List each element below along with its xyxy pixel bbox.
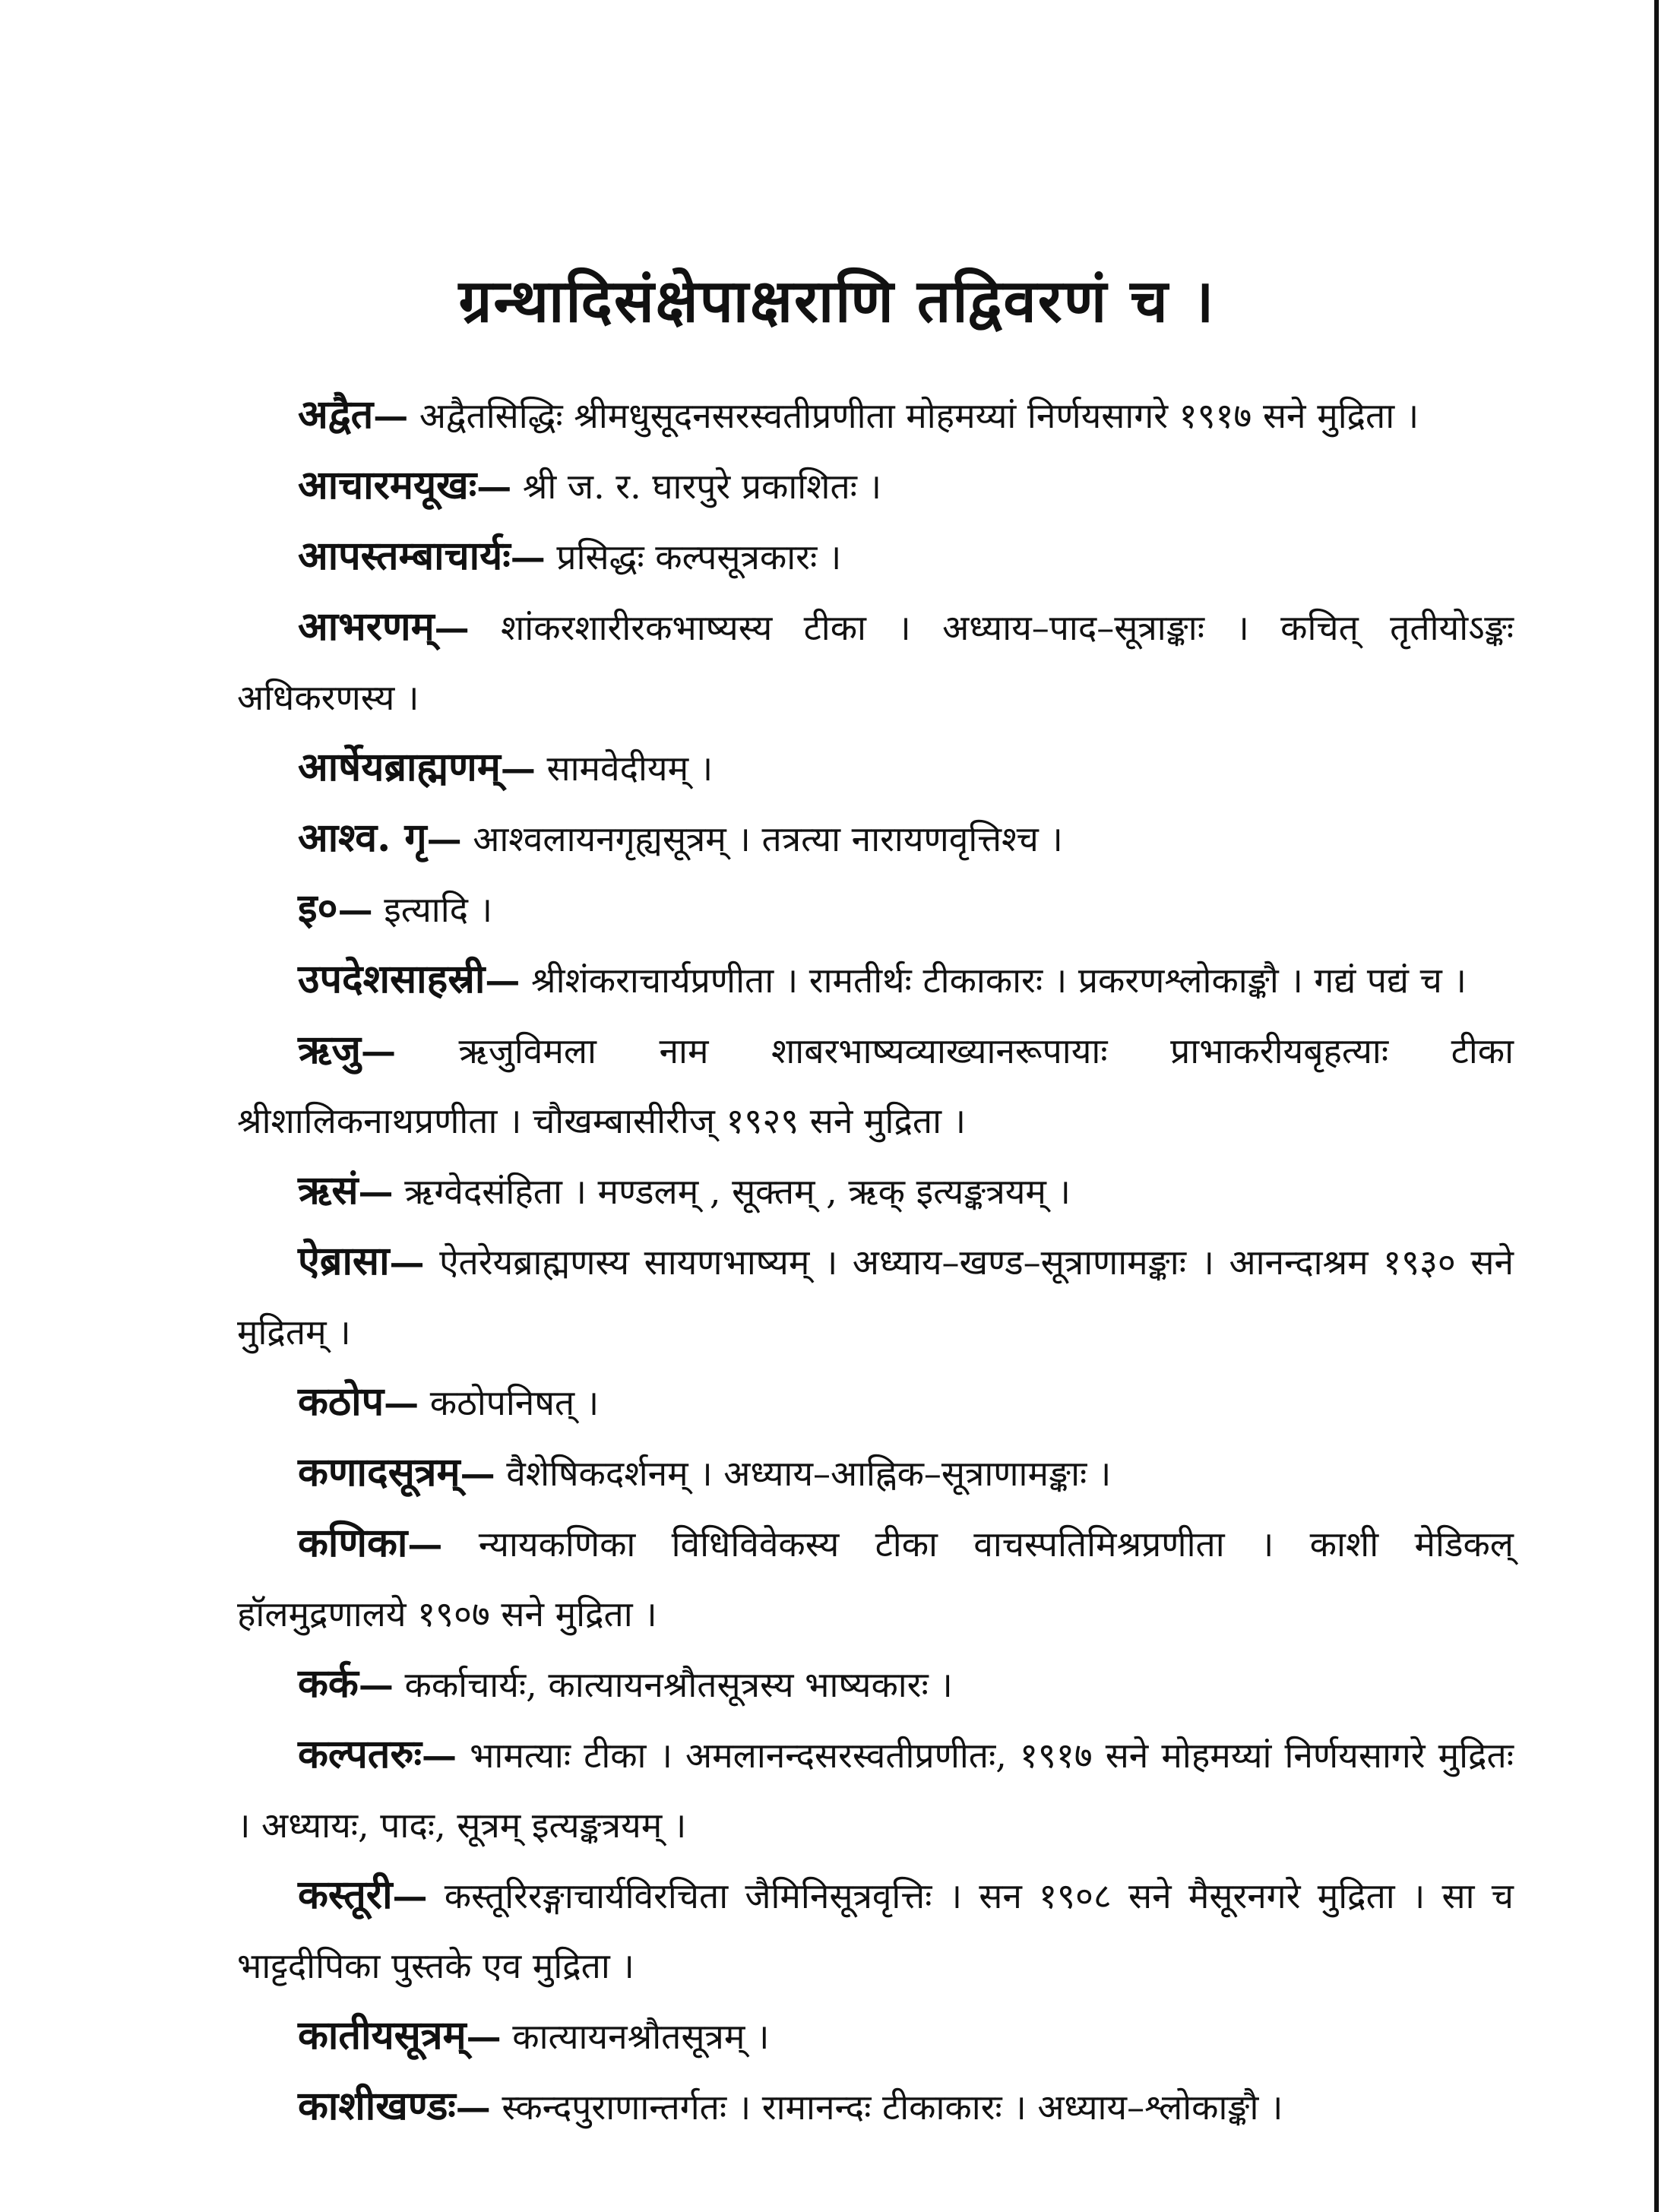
entry-dash: — [426,818,462,859]
abbreviation-term: आचारमयूखः [298,462,477,508]
abbreviation-term: काशीखण्डः [298,2083,456,2129]
abbreviation-entry [237,1367,1514,1438]
abbreviation-term: कातीयसूत्रम् [298,2012,467,2059]
abbreviation-term: उपदेशसाहस्री [298,956,486,1002]
abbreviation-term: कणादसूत्रम् [298,1449,460,1495]
abbreviation-entry [237,592,1514,733]
abbreviation-entry [237,521,1514,592]
abbreviation-term: अद्वैत [298,391,374,438]
abbreviation-description: श्री ज. र. घारपुरे प्रकाशितः । [522,466,882,507]
abbreviation-term: कल्पतरुः [298,1731,422,1777]
entry-dash: — [460,1453,495,1494]
entry-dash: — [500,748,536,789]
abbreviation-term: आपस्तम्बाचार्यः [298,533,511,579]
abbreviation-entry [237,733,1514,803]
abbreviation-term: आश्व. गृ [298,815,427,861]
abbreviation-entry [237,1860,1514,2001]
abbreviation-description: सामवेदीयम् । [546,748,714,789]
abbreviation-entry [237,451,1514,521]
abbreviation-entry [237,1156,1514,1226]
entry-dash: — [389,1242,425,1283]
abbreviation-description: शांकरशारीरकभाष्यस्य टीका । अध्याय–पाद–सूत्राङ्काः । कचित् तृतीयोऽङ्कः अधिकरणस्य । [237,607,1514,718]
abbreviation-description: भामत्याः टीका । अमलानन्दसरस्वतीप्रणीतः, १९१७ सने मोहमय्यां निर्णयसागरे मुद्रितः । अध्यायः, पादः, सूत्रम् इत्यङ्कत्रयम् । [237,1735,1514,1846]
entry-dash: — [358,1171,394,1212]
page-title: ग्रन्थादिसंक्षेपाक्षराणि तद्विवरणं च । [458,267,1216,336]
abbreviation-description: कात्यायनश्रौतसूत्रम् । [512,2016,770,2057]
abbreviation-entry [237,1508,1514,1649]
abbreviation-description: अद्वैतसिद्धिः श्रीमधुसूदनसरस्वतीप्रणीता मोहमय्यां निर्णयसागरे १९१७ सने मुद्रिता । [419,395,1419,436]
abbreviation-entry [237,1226,1514,1367]
abbreviation-term: कर्क [298,1660,359,1707]
abbreviation-description: स्कन्दपुराणान्तर्गतः । रामानन्दः टीकाकारः । अध्याय–श्लोकाङ्कौ । [502,2087,1283,2128]
abbreviation-entry [237,1438,1514,1508]
abbreviation-entry [237,874,1514,945]
abbreviation-entry [237,1720,1514,1860]
abbreviation-description: न्यायकणिका विधिविवेकस्य टीका वाचस्पतिमिश्रप्रणीता । काशी मेडिकल् हॉलमुद्रणालये १९०७ सने मुद्रिता । [237,1524,1514,1634]
entry-dash: — [337,889,373,930]
abbreviation-description: श्रीशंकराचार्यप्रणीता । रामतीर्थः टीकाकारः । प्रकरणश्लोकाङ्कौ । गद्यं पद्यं च । [531,960,1467,1001]
abbreviation-term: इ० [298,885,338,932]
entry-dash: — [373,395,409,436]
entry-dash: — [434,607,470,648]
abbreviation-term: आभरणम् [298,603,435,650]
entry-dash: — [392,1875,428,1916]
abbreviation-entry [237,2001,1514,2071]
entry-dash: — [476,466,512,507]
abbreviation-term: ऋजु [298,1027,361,1073]
abbreviation-term: कस्तूरी [298,1872,393,1918]
entry-dash: — [360,1030,396,1071]
abbreviation-entry [237,2071,1514,2142]
abbreviation-entry [237,945,1514,1015]
abbreviation-description: ऐतरेयब्राह्मणस्य सायणभाष्यम् । अध्याय–खण्ड–सूत्राणामङ्काः । आनन्दाश्रम १९३० सने मुद्रितम् । [237,1242,1514,1353]
entry-dash: — [384,1382,419,1423]
entry-dash: — [407,1524,443,1565]
abbreviation-entry [237,380,1514,451]
abbreviation-description: वैशेषिकदर्शनम् । अध्याय–आह्निक–सूत्राणामङ्काः । [506,1453,1112,1494]
abbreviation-term: ऐब्रासा [298,1238,390,1284]
abbreviation-term: ऋसं [298,1167,359,1214]
abbreviation-description: प्रसिद्धः कल्पसूत्रकारः । [556,536,842,578]
entry-dash: — [455,2087,491,2128]
abbreviation-entry [237,1015,1514,1156]
entry-dash: — [358,1664,394,1705]
abbreviation-description: ऋजुविमला नाम शाबरभाष्यव्याख्यानरूपायाः प्राभाकरीयबृहत्याः टीका श्रीशालिकनाथप्रणीता । चौखम्बासीरीज् १९२९ सने मुद्रिता । [237,1030,1514,1141]
entry-dash: — [485,960,521,1001]
abbreviation-term: कणिका [298,1520,408,1566]
abbreviation-entry [237,803,1514,874]
abbreviation-description: कठोपनिषत् । [429,1382,600,1423]
entry-dash: — [466,2016,502,2057]
abbreviation-term: कठोप [298,1378,384,1425]
abbreviation-description: कस्तूरिरङ्गाचार्यविरचिता जैमिनिसूत्रवृत्तिः । सन १९०८ सने मैसूरनगरे मुद्रिता । सा च भाट्टदीपिका पुस्तके एव मुद्रिता । [237,1875,1514,1986]
abbreviation-description: कर्काचार्यः, कात्यायनश्रौतसूत्रस्य भाष्यकारः । [404,1664,953,1705]
abbreviation-list [237,380,1514,2142]
entry-dash: — [510,536,546,578]
entry-dash: — [422,1735,457,1776]
abbreviation-entry [237,1649,1514,1720]
abbreviation-description: इत्यादि । [384,889,493,930]
abbreviation-description: ऋग्वेदसंहिता । मण्डलम् , सूक्तम् , ऋक् इत्यङ्कत्रयम् । [404,1171,1071,1212]
abbreviation-term: आर्षेयब्राह्मणम् [298,744,501,790]
abbreviation-description: आश्वलायनगृह्यसूत्रम् । तत्रत्या नारायणवृत्तिश्च । [473,818,1063,859]
